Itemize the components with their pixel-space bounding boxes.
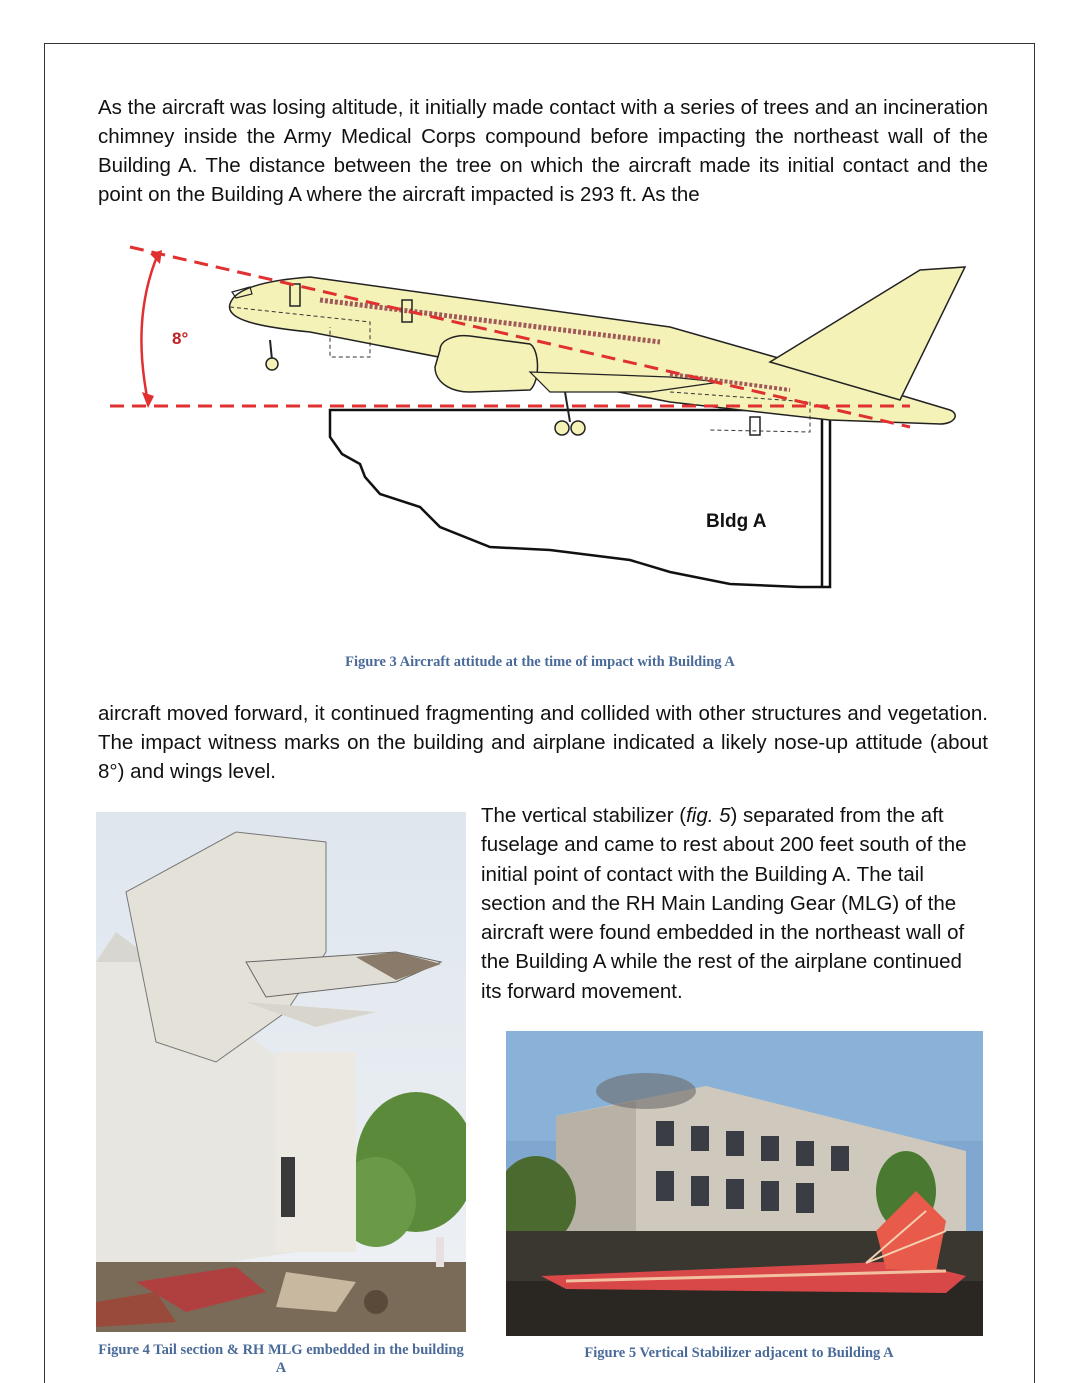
paragraph-impact: aircraft moved forward, it continued fragmenting and collided with other structures and vegetation. The impact witness marks on the building and airplane indicated a likely nose-up attitude (about 8°) and wings level. xyxy=(98,702,988,783)
paragraph-stabilizer xyxy=(481,801,988,1006)
figure-3-caption: Figure 3 Aircraft attitude at the time of impact with Building A xyxy=(345,654,735,670)
figure-5-reference: fig. 5 xyxy=(686,804,731,827)
paragraph-stabilizer-rest: ) separated from the aft fuselage and came to rest about 200 feet south of the initial point of contact with the Building A. The tail section and the RH Main Landing Gear (MLG) of the aircraft were found embedded in the northeast wall of the Building A while the rest of the airplane continued its forward movement. xyxy=(481,804,967,1003)
building-label: Bldg A xyxy=(706,511,767,532)
figure-5-photo xyxy=(506,1031,983,1336)
angle-arc xyxy=(141,254,158,402)
figure-5-caption: Figure 5 Vertical Stabilizer adjacent to Building A xyxy=(584,1345,894,1361)
paragraph-intro: As the aircraft was losing altitude, it initially made contact with a series of trees and an incineration chimney inside the Army Medical Corps compound before impacting the northeast wall of the Building A. The distance between the tree on which the aircraft made its initial contact and the point on the Building A where the aircraft impacted is 293 ft. As the xyxy=(98,96,988,206)
angle-label: 8° xyxy=(172,329,189,348)
figure-4-photo xyxy=(96,812,466,1332)
figure-4-caption: Figure 4 Tail section & RH MLG embedded in the building A xyxy=(98,1342,464,1376)
paragraph-stabilizer-start: The vertical stabilizer ( xyxy=(481,804,687,827)
figure-3-diagram xyxy=(110,232,970,602)
building-outline xyxy=(330,410,830,587)
